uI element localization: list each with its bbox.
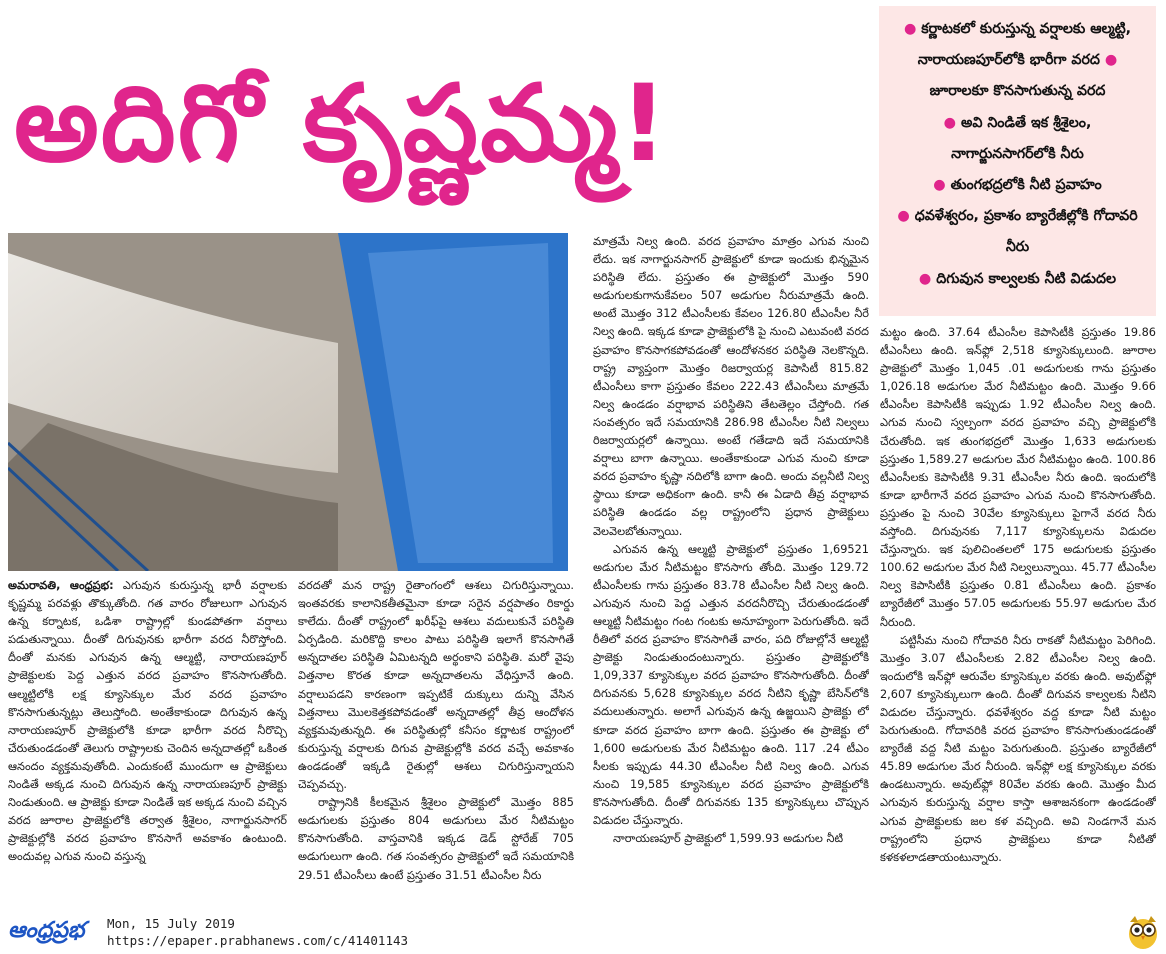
highlight-item: ● ధవళేశ్వరం, ప్రకాశం బ్యారేజీల్లోకి గోదావరి నీరు [897, 208, 1138, 256]
headline: అదిగో కృష్ణమ్మ! [14, 62, 670, 185]
article-text: మట్టం ఉంది. 37.64 టీఎంసీల కెపాసిటీకి ప్రస్తుతం 19.86 టీఎంసీలు ఉంది. ఇన్‌ఫ్లో 2,518 క్యూసెక్కులుంది. జూరాల ప్రాజెక్టులో మొత్తం 1,045 .01 అడుగులకు గాను ప్రస్తుతం 1,026.18 అడుగుల మేర నీటిమట్టం ఉంది. మొత్తం 9.66 టీఎంసీల కెపాసిటీకి ఇప్పుడు 1.92 టీఎంసీల నిల్వ ఉంది. ఎగువ నుంచి స్వల్పంగా వరద ప్రవాహం వచ్చి ప్రాజెక్టులోకి చేరుతోంది. ఇక తుంగభద్రలో మొత్తం 1,633 అడుగులకు ప్రస్తుతం 1,589.27 అడుగుల మేర నీటిమట్టం ఉంది. 100.86 టీఎంసీలకు కెపాసిటీకి 9.31 టీఎంసీల నీరు ఉంది. ఇందులోకి కూడా భారీగానే వరద ప్రవాహం ఎగువ నుంచి కొనసాగుతోంది. ప్రస్తుతం పై నుంచి 30వేల క్యూసెక్కులు పైగానే వరద నీరు వస్తోంది. దిగువునకు 7,117 క్యూసెక్కులను విడుదల చేస్తున్నారు. ఇక పులిచింతలలో 175 అడుగులకు ప్రస్తుతం 100.62 అడుగుల మేర నీటి నిల్వలున్నాయి. 45.77 టీఎంసీల నిల్వ కెపాసిటీకి ప్రస్తుతం 0.81 టీఎంసీలు ఉంది. ప్రకాశం బ్యారేజీలో మొత్తం 57.05 అడుగులకు 55.97 అడుగుల మేర నీరుంది. [880, 326, 1156, 629]
article-text: పట్టిసీమ నుంచి గోదావరి నీరు రాకతో నీటిమట్టం పెరిగింది. మొత్తం 3.07 టీఎంసీలకు 2.82 టీఎంసీల నిల్వ ఉంది. ఇందులోకి ఇన్‌ఫ్లో ఆరువేల క్యూసెక్కుల వరకు ఉంది. అవుట్‌ఫ్లో 2,607 క్యూసెక్కులుగా ఉంది. దీంతో దిగువన కాల్వలకు నీటిని విడుదల చేస్తున్నారు. ధవళేశ్వరం వద్ద కూడా నీటి మట్టం పెరుగుతుంది. గోదావరికి వరద ప్రవాహం కొనసాగుతుండడంతో బ్యారేజీ వద్ద నీటి మట్టం పెరుగుతుంది. ప్రస్తుతం బ్యారేజీలో 45.89 అడుగుల మేర నీరుంది. ఇన్‌ఫ్లో లక్ష క్యూసెక్కుల వరకు ఉండటున్నారు. అవుట్‌ఫ్లో 80వేల వరకు ఉంది. మొత్తం మీద ఎగువున కురుస్తున్న వర్షాల కాస్తా ఆశాజనకంగా ఉండడంతో ఎగువ ప్రాజెక్టులకు జల కళ వచ్చింది. అవి నిండగానే మన రాష్ట్రంలోని ప్రధాన ప్రాజెక్టులు కూడా నీటితో కళకళలాడతాయంటున్నారు. [880, 633, 1156, 864]
article-text: ఎగువున కురుస్తున్న భారీ వర్షాలకు కృష్ణమ్మ పరవళ్లు తొక్కుతోంది. గత వారం రోజులుగా ఎగువున ఉన్న కర్నాటక, ఒడిశా రాష్ట్రాల్లో కుండపోతగా వర్షాలు పడుతున్నాయి. దీంతో దిగువునకు భారీగా వరద నీరొస్తోంది. దీంతో మనకు ఎగువున ఉన్న ఆల్మట్టి, నారాయణపూర్ ప్రాజెక్టులకు పెద్ద ఎత్తున వరద ప్రవాహం కొనసాగుతోంది. ఆల్మట్టిలోకి లక్ష క్యూసెక్కుల మేర వరద ప్రవాహం కొనసాగుతున్నట్లు తెలుస్తోంది. అంతేకాకుండా దిగువున ఉన్న నారాయణపూర్ ప్రాజెక్టులోకి కూడా భారీగా వరద నీరొచ్చి చేరుతుండడంతో తెలుగు రాష్ట్రాలకు చెందిన అన్నదాతల్లో ఒకింత ఆనందం వ్యక్తమవుతోంది. ఎందుకంటే ముందుగా ఆ ప్రాజెక్టులు నిండితే అక్కడ నుంచి దిగువున ఉన్న నారాయణపూర్ ప్రాజెక్టు నిండుతుంది. ఆ ప్రాజెక్టు కూడా నిండితే ఇక అక్కడ నుంచి వచ్చిన వరద జూరాల ప్రాజెక్టులోకి తర్వాత శ్రీశైలం, నాగార్జునసాగర్ ప్రాజెక్టుల్లోకి వరద ప్రవాహం కొనసాగే అవకాశం ఉంటుంది. అందువల్ల ఎగువ నుంచి వస్తున్న [8, 579, 287, 864]
highlight-item: ● తుంగభద్రలోకి నీటి ప్రవాహం [933, 177, 1102, 194]
highlight-item: ● దిగువున కాల్వలకు నీటి విడుదల [918, 270, 1117, 287]
owl-icon [1127, 914, 1159, 950]
footer-meta [107, 915, 408, 949]
article-text: వరదతో మన రాష్ట్ర రైతాంగంలో ఆశలు చిగురిస్తున్నాయి. ఇంతవరకు కాలానికతీతమైనా కూడా సరైన వర్షపాతం రికార్డు కాలేదు. దీంతో రాష్ట్రంలో ఖరీఫ్‌పై ఆశలు వదులుకునే పరిస్థితి ఏర్పడింది. మరికొద్ది కాలం పాటు పరిస్థితి ఇలాగే కొనసాగితే అన్నదాతల పరిస్థితి ఏమిటన్నది అర్థంకాని పరిస్థితి. మరో వైపు విత్తనాల కొరత కూడా అన్నదాతలను వేధిస్తూనే ఉంది. వర్షాలుపడని కారణంగా ఇప్పటికే దుక్కులు దున్ని వేసిన విత్తనాలు మొలకెత్తకపోవడంతో అన్నదాతల్లో తీవ్ర ఆందోళన వ్యక్తమవుతున్నది. ఈ పరిస్థితుల్లో కనీసం కర్ణాటక రాష్ట్రంలో కురుస్తున్న వర్షాలకు దిగువ ప్రాజెక్టుల్లోకి వరద వచ్చే అవకాశం ఉండడంతో ఇక్కడి రైతుల్లో ఆశలు చిగురిస్తున్నాయని చెప్పవచ్చు. [298, 579, 574, 792]
article-column-2 [298, 577, 574, 904]
dam-spillway-image [8, 233, 568, 571]
dam-photo [8, 233, 568, 571]
dateline: అమరావతి, ఆంధ్రప్రభ: [8, 579, 114, 592]
highlight-item: ● అవి నిండితే ఇక శ్రీశైలం, నాగార్జునసాగర్‌లోకి నీరు [943, 114, 1092, 162]
article-text: ఎగువన ఉన్న ఆల్మట్టి ప్రాజెక్టులో ప్రస్తుతం 1,69521 అడుగుల మేర నీటిమట్టం కొనసాగు తోంది. మొత్తం 129.72 టీఎంసీలకు గాను ప్రస్తుతం 83.78 టీఎంసీల నీటి నిల్వ ఉంది. ఎగువున నుంచి పెద్ద ఎత్తున వరదనీరొచ్చి చేరుతుండడంతో ఆల్మట్టి నీటిమట్టం గంట గంటకు అనూహ్యంగా పెరుగుతోంది. ఇదే రీతిలో వరద ప్రవాహం కొనసాగితే వారం, పది రోజుల్లోనే ఆల్మట్టి ప్రాజెక్టు నిండుతుందంటున్నారు. ప్రస్తుతం ప్రాజెక్టులోకి 1,09,337 క్యూసెక్కుల వరద ప్రవాహం కొనసాగుతోంది. దీంతో దిగువనకు 5,628 క్యూసెక్కుల వరద నీటిని కృష్ణా బేసిన్‌లోకి వదులుతున్నారు. అలాగే ఎగువున ఉన్న ఉజ్జయిని ప్రాజెక్టు లో కూడా వరద ప్రవాహం బాగా ఉంది. ప్రస్తుతం ఈ ప్రాజెక్టు లో 1,600 అడుగులకు మేర నీటిమట్టం ఉంది. 117 .24 టీఎం సీలకు ఇప్పుడు 44.30 టీఎంసీల నీటి నిల్వ ఉంది. ఎగువ నుంచి 19,585 క్యూసెక్కుల వరద ప్రవాహం ప్రాజెక్టులోకి కొనసాగుతోంది. దీంతో దిగువనకు 135 క్యూసెక్కులు చొప్పున విడుదల చేస్తున్నారు. [593, 542, 869, 827]
epaper-url[interactable]: https://epaper.prabhanews.com/c/41401143 [107, 933, 409, 948]
article-column-4 [880, 324, 1156, 904]
edition-date: Mon, 15 July 2019 [107, 916, 235, 931]
highlights-box [879, 6, 1156, 316]
article-text: నారాయణపూర్ ప్రాజెక్టులో 1,599.93 అడుగుల నీటి [613, 832, 844, 846]
article-column-1 [8, 577, 287, 904]
article-column-3 [593, 233, 869, 904]
highlight-item: ● కర్ణాటకలో కురుస్తున్న వర్షాలకు ఆల్మట్టి, నారాయణపూర్‌లోకి భారీగా వరద ● జూరాలకూ కొనసాగుతున్న వరద [903, 21, 1132, 100]
newspaper-logo: ఆంధ్రప్రభ [8, 917, 85, 943]
article-text: రాష్ట్రానికి కీలకమైన శ్రీశైలం ప్రాజెక్టులో మొత్తం 885 అడుగులకు ప్రస్తుతం 804 అడుగులు మేర నీటిమట్టం కొనసాగుతోంది. వాస్తవానికి ఇక్కడ డెడ్ స్టోరేజ్ 705 అడుగులుగా ఉంది. గత సంవత్సరం ప్రాజెక్టులో ఇదే సమయానికి 29.51 టీఎంసీలు ఉంటే ప్రస్తుతం 31.51 టీఎంసీల నీరు [298, 796, 574, 882]
article-text: మాత్రమే నిల్వ ఉంది. వరద ప్రవాహం మాత్రం ఎగువ నుంచి లేదు. ఇక నాగార్జునసాగర్ ప్రాజెక్టులో కూడా ఇందుకు భిన్నమైన పరిస్థితి లేదు. ప్రస్తుతం ఈ ప్రాజెక్టులో మొత్తం 590 అడుగులకుగానుకేవలం 507 అడుగుల నీరుమాత్రమే ఉంది. అంటే మొత్తం 312 టీఎంసీలకు కేవలం 126.80 టీఎంసీల నీరే నిల్వ ఉంది. ఇక్కడ కూడా ప్రాజెక్టులోకి పై నుంచి ఎటువంటి వరద ప్రవాహం కొనసాగకపోవడంతో ఆందోళనకర పరిస్థితి నెలకొన్నది. రాష్ట్ర వ్యాప్తంగా మొత్తం రిజర్వాయర్ల కెపాసిటీ 815.82 టీఎంసీలు కాగా ప్రస్తుతం కేవలం 222.43 టీఎంసీలు మాత్రమే నిల్వ ఉండడం వర్షాభావ పరిస్థితిని తేటతెల్లం చేస్తోంది. గత సంవత్సరం ఇదే సమయానికి 286.98 టీఎంసీల నీటి నిల్వలు రిజర్వాయర్లలో ఉన్నాయి. అంటే గతేడాది ఇదే సమయానికి వర్షాలు బాగా ఉన్నాయి. అంతేకాకుండా ఎగువ నుంచి కూడా వరద ప్రవాహం కృష్ణా నదిలోకి బాగా ఉంది. అందు వల్లనీటి నిల్వ స్థాయి కూడా అధికంగా ఉంది. కానీ ఈ ఏడాది తీవ్ర వర్షాభావ పరిస్థితి ఉండడం వల్ల రాష్ట్రంలోని ప్రధాన ప్రాజెక్టులు వెలవెలబోతున్నాయి. [593, 235, 869, 538]
